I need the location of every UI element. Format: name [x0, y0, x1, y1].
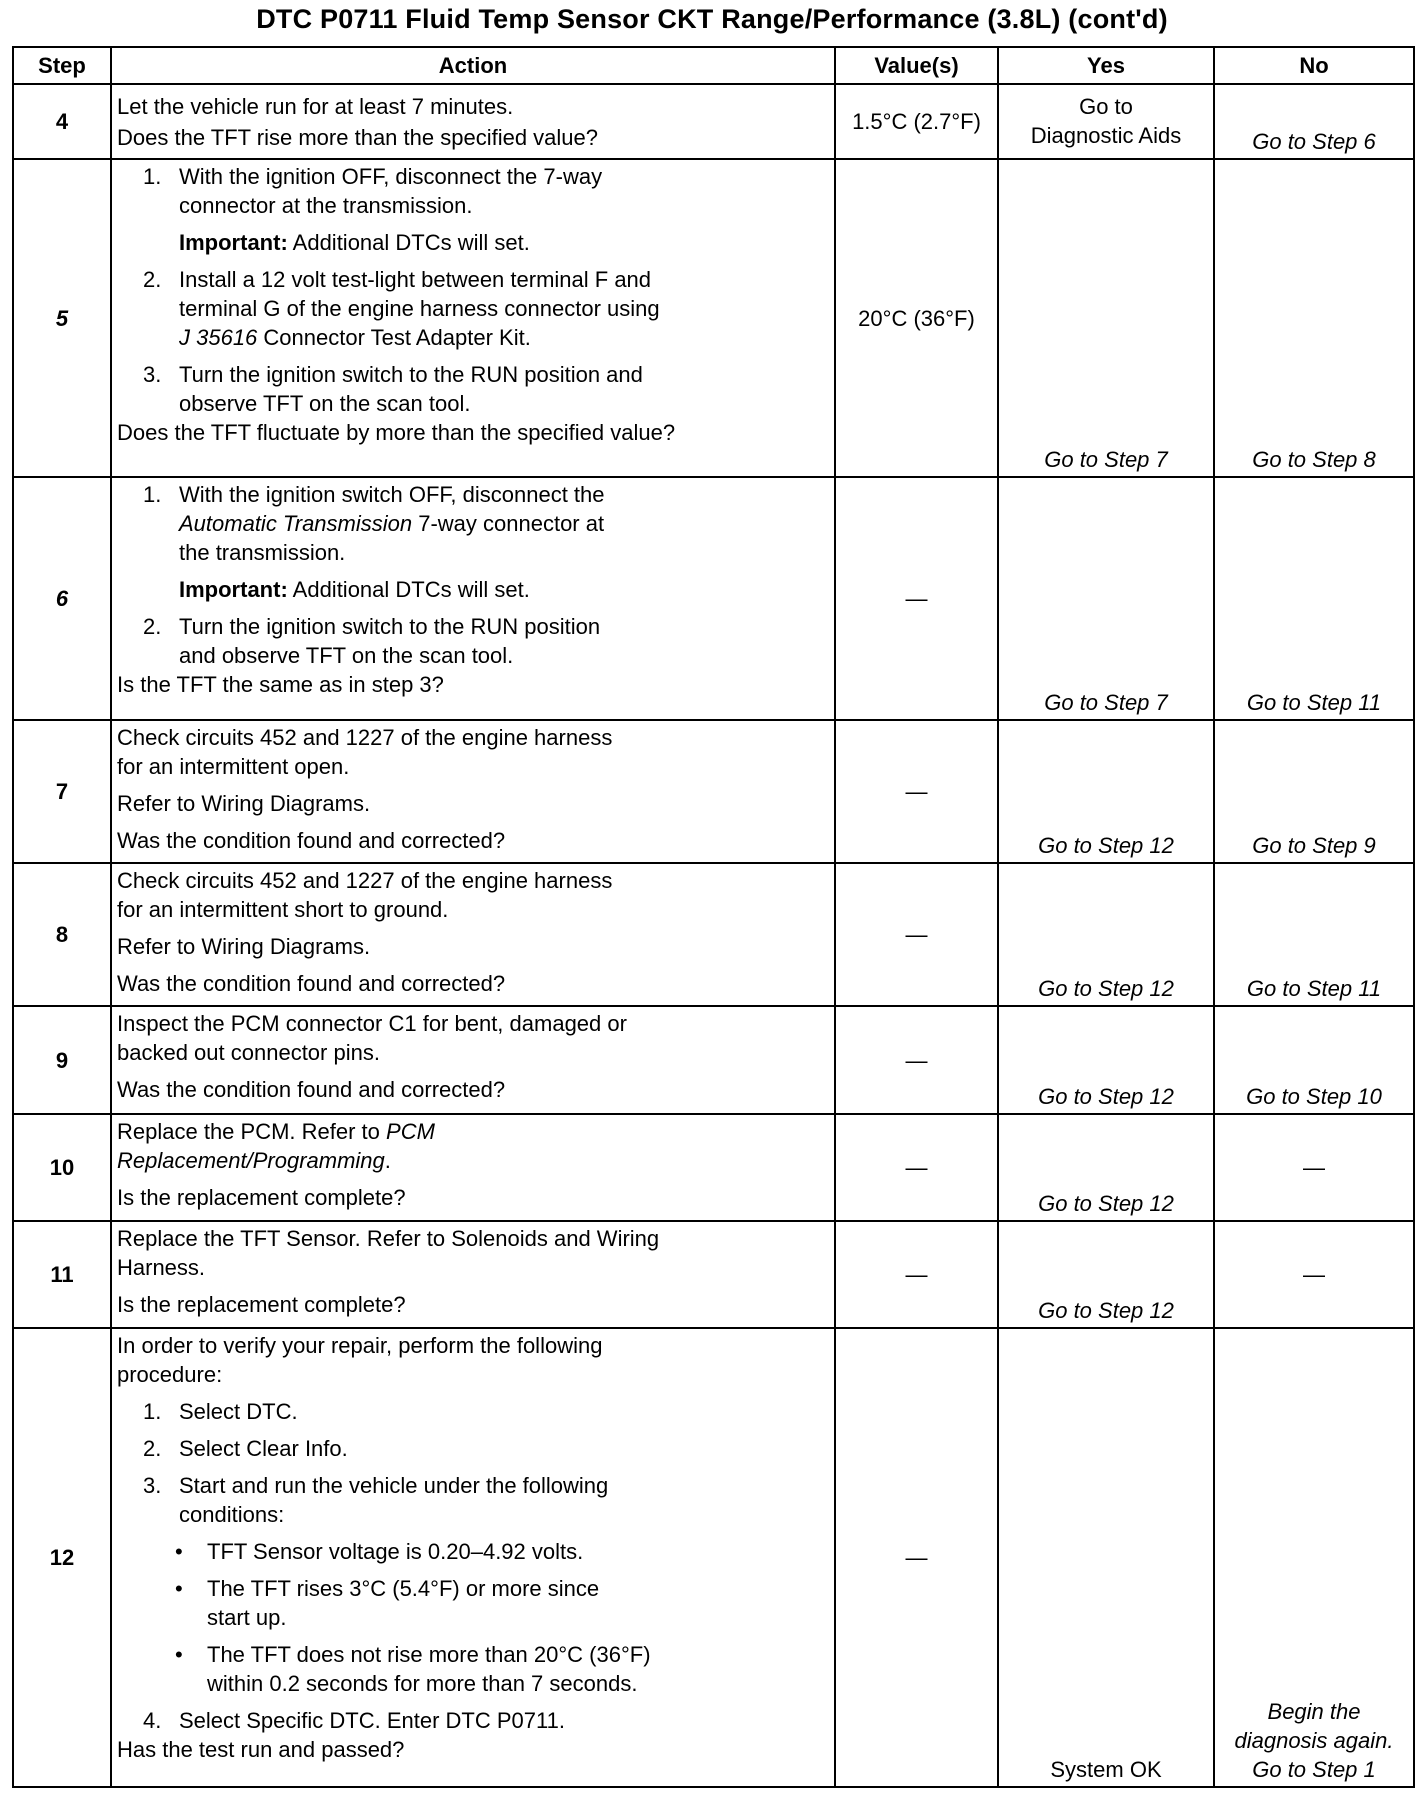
- bullet-marker: •: [175, 1642, 183, 1667]
- item-text: Connector Test Adapter Kit.: [257, 325, 531, 350]
- bullet-marker: •: [175, 1539, 183, 1564]
- bullet-marker: •: [175, 1576, 183, 1601]
- step-number: 8: [13, 863, 111, 1006]
- tool-reference: J 35616: [179, 325, 258, 350]
- item-number: 3.: [143, 1473, 162, 1498]
- question-line: Is the replacement complete?: [117, 1292, 406, 1317]
- header-no: No: [1214, 47, 1414, 84]
- header-action: Action: [111, 47, 835, 84]
- value-cell: —: [835, 1328, 998, 1787]
- question-line: Does the TFT fluctuate by more than the specified value?: [117, 420, 676, 445]
- item-text: and observe TFT on the scan tool.: [179, 643, 514, 668]
- action-line: Check circuits 452 and 1227 of the engine harness: [117, 725, 613, 750]
- action-line: Let the vehicle run for at least 7 minutes.: [117, 93, 514, 119]
- no-cell: Go to Step 10: [1214, 1006, 1414, 1114]
- step-number: 4: [13, 84, 111, 159]
- bullet-text: within 0.2 seconds for more than 7 seconds.: [207, 1671, 638, 1696]
- step-number: 10: [13, 1114, 111, 1221]
- action-line: for an intermittent short to ground.: [117, 897, 449, 922]
- yes-cell: System OK: [998, 1328, 1214, 1787]
- table-row-step-5: [13, 159, 1414, 477]
- item-text: Start and run the vehicle under the following: [179, 1473, 609, 1498]
- no-line: Go to Step 1: [1252, 1757, 1376, 1782]
- step-number: 12: [13, 1328, 111, 1787]
- header-value: Value(s): [835, 47, 998, 84]
- bullet-text: start up.: [207, 1605, 287, 1630]
- value-cell: —: [835, 720, 998, 863]
- action-line: Inspect the PCM connector C1 for bent, damaged or: [117, 1011, 627, 1036]
- important-text: Additional DTCs will set.: [287, 577, 530, 602]
- value-cell: —: [835, 477, 998, 720]
- table-row-step-4: [13, 84, 1414, 159]
- step-number: 9: [13, 1006, 111, 1114]
- action-line: Replace the TFT Sensor. Refer to Solenoids and Wiring: [117, 1226, 660, 1251]
- action-line: Refer to Wiring Diagrams.: [117, 791, 371, 816]
- yes-cell: Go to Step 7: [998, 477, 1214, 720]
- numbered-item: [143, 1434, 830, 1463]
- item-text: With the ignition switch OFF, disconnect the: [179, 482, 605, 507]
- action-cell: [111, 1221, 835, 1328]
- important-text: Additional DTCs will set.: [287, 230, 530, 255]
- numbered-item: [143, 612, 830, 670]
- action-line: Harness.: [117, 1255, 206, 1280]
- no-line: Begin the: [1267, 1699, 1361, 1724]
- action-line: backed out connector pins.: [117, 1040, 380, 1065]
- header-yes: Yes: [998, 47, 1214, 84]
- table-row-step-12: [13, 1328, 1414, 1787]
- numbered-item: [143, 480, 830, 567]
- item-text: conditions:: [179, 1502, 285, 1527]
- important-label: Important:: [179, 230, 288, 255]
- table-row-step-10: [13, 1114, 1414, 1221]
- table-row-step-11: [13, 1221, 1414, 1328]
- step-number: 11: [13, 1221, 111, 1328]
- important-note: [179, 575, 830, 604]
- important-label: Important:: [179, 577, 288, 602]
- bullet-text: TFT Sensor voltage is 0.20–4.92 volts.: [207, 1539, 584, 1564]
- item-text: 7-way connector at: [412, 511, 605, 536]
- numbered-item: [143, 265, 830, 352]
- value-cell: 1.5°C (2.7°F): [835, 84, 998, 159]
- table-row-step-8: [13, 863, 1414, 1006]
- action-cell: [111, 1328, 835, 1787]
- item-text: observe TFT on the scan tool.: [179, 391, 471, 416]
- yes-cell: Go to Step 7: [998, 159, 1214, 477]
- question-line: Is the replacement complete?: [117, 1185, 406, 1210]
- numbered-item: [143, 1706, 830, 1735]
- value-cell: —: [835, 1006, 998, 1114]
- no-cell: Go to Step 11: [1214, 863, 1414, 1006]
- numbered-item: [143, 162, 830, 220]
- numbered-item: [143, 360, 830, 418]
- numbered-item: [143, 1397, 830, 1426]
- item-number: 1.: [143, 1399, 162, 1424]
- numbered-item: [143, 1471, 830, 1529]
- no-line: diagnosis again.: [1234, 1728, 1394, 1753]
- item-text: connector at the transmission.: [179, 193, 473, 218]
- question-line: Has the test run and passed?: [117, 1737, 405, 1762]
- no-cell: —: [1214, 1221, 1414, 1328]
- item-number: 2.: [143, 1436, 162, 1461]
- yes-cell: Go to Step 12: [998, 1221, 1214, 1328]
- item-text: Select DTC.: [179, 1399, 298, 1424]
- action-cell: [111, 477, 835, 720]
- action-line: .: [384, 1148, 391, 1173]
- no-cell: Go to Step 11: [1214, 477, 1414, 720]
- no-cell: [1214, 1328, 1414, 1787]
- item-text: Turn the ignition switch to the RUN position and: [179, 362, 643, 387]
- manual-reference: Replacement/Programming: [117, 1148, 385, 1173]
- question-line: Was the condition found and corrected?: [117, 1077, 506, 1102]
- manual-reference: PCM: [386, 1119, 435, 1144]
- item-text: Turn the ignition switch to the RUN position: [179, 614, 601, 639]
- item-number: 2.: [143, 267, 162, 292]
- value-cell: —: [835, 1114, 998, 1221]
- no-cell: Go to Step 8: [1214, 159, 1414, 477]
- no-cell: —: [1214, 1114, 1414, 1221]
- item-number: 2.: [143, 614, 162, 639]
- yes-line: Diagnostic Aids: [1030, 122, 1182, 148]
- action-line: for an intermittent open.: [117, 754, 350, 779]
- item-text: the transmission.: [179, 540, 346, 565]
- header-step: Step: [13, 47, 111, 84]
- action-cell: [111, 1114, 835, 1221]
- item-text: With the ignition OFF, disconnect the 7-way: [179, 164, 603, 189]
- page-title: DTC P0711 Fluid Temp Sensor CKT Range/Performance (3.8L) (cont'd): [256, 4, 1168, 34]
- action-line: Refer to Wiring Diagrams.: [117, 934, 371, 959]
- diagnostic-table: [12, 46, 1415, 1788]
- question-line: Does the TFT rise more than the specified value?: [117, 124, 598, 150]
- yes-cell: Go to Step 12: [998, 1114, 1214, 1221]
- value-cell: 20°C (36°F): [835, 159, 998, 477]
- action-cell: [111, 863, 835, 1006]
- item-number: 1.: [143, 164, 162, 189]
- bullet-text: The TFT does not rise more than 20°C (36°F): [207, 1642, 651, 1667]
- question-line: Is the TFT the same as in step 3?: [117, 672, 444, 697]
- action-line: Replace the PCM. Refer to: [117, 1119, 387, 1144]
- step-number: 5: [13, 159, 111, 477]
- yes-line: Go to: [1079, 93, 1133, 119]
- bullet-item: [175, 1640, 830, 1698]
- yes-cell: Go to Step 12: [998, 863, 1214, 1006]
- value-cell: —: [835, 1221, 998, 1328]
- action-line: Check circuits 452 and 1227 of the engine harness: [117, 868, 613, 893]
- table-row-step-6: [13, 477, 1414, 720]
- item-text: Select Clear Info.: [179, 1436, 348, 1461]
- yes-cell: Go to Step 12: [998, 720, 1214, 863]
- action-line: procedure:: [117, 1362, 223, 1387]
- question-line: Was the condition found and corrected?: [117, 828, 506, 853]
- bullet-item: [175, 1537, 830, 1566]
- action-cell: [111, 1006, 835, 1114]
- manual-reference: Automatic Transmission: [179, 511, 413, 536]
- important-note: [179, 228, 830, 257]
- item-text: Select Specific DTC. Enter DTC P0711.: [179, 1708, 565, 1733]
- question-line: Was the condition found and corrected?: [117, 971, 506, 996]
- bullet-text: The TFT rises 3°C (5.4°F) or more since: [207, 1576, 600, 1601]
- table-row-step-9: [13, 1006, 1414, 1114]
- yes-cell: [998, 84, 1214, 159]
- item-number: 3.: [143, 362, 162, 387]
- table-header-row: [13, 47, 1414, 84]
- action-cell: [111, 84, 835, 159]
- action-cell: [111, 720, 835, 863]
- item-text: Install a 12 volt test-light between terminal F and: [179, 267, 652, 292]
- no-cell: Go to Step 6: [1214, 84, 1414, 159]
- step-number: 7: [13, 720, 111, 863]
- action-cell: [111, 159, 835, 477]
- item-number: 4.: [143, 1708, 162, 1733]
- no-cell: Go to Step 9: [1214, 720, 1414, 863]
- yes-cell: Go to Step 12: [998, 1006, 1214, 1114]
- bullet-item: [175, 1574, 830, 1632]
- item-text: terminal G of the engine harness connector using: [179, 296, 660, 321]
- step-number: 6: [13, 477, 111, 720]
- value-cell: —: [835, 863, 998, 1006]
- table-row-step-7: [13, 720, 1414, 863]
- item-number: 1.: [143, 482, 162, 507]
- action-line: In order to verify your repair, perform the following: [117, 1333, 603, 1358]
